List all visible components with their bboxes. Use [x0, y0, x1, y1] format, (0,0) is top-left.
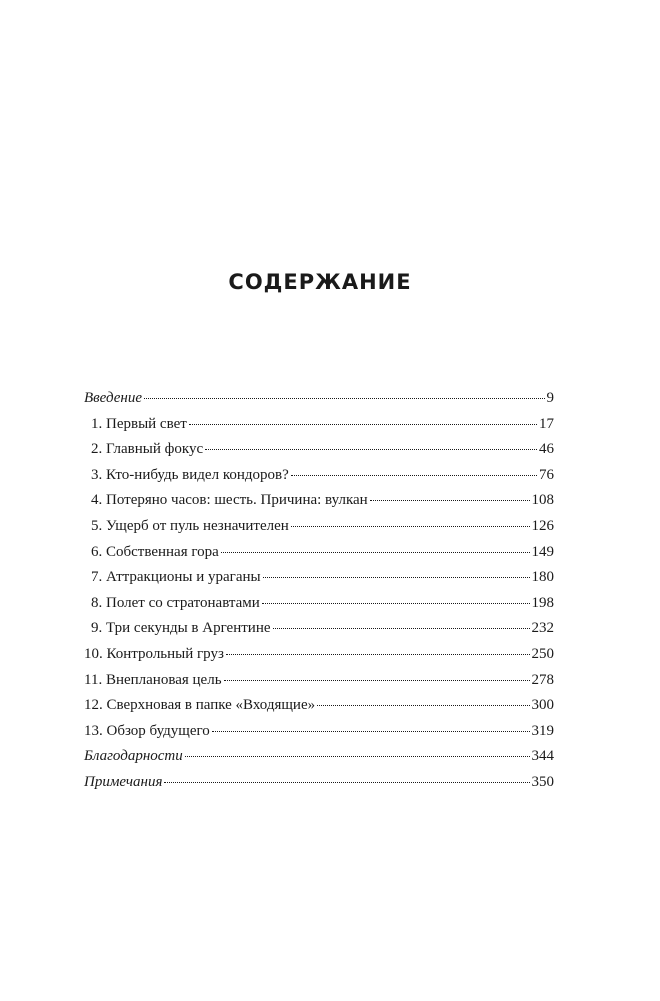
toc-entry-chapter-12[interactable]: [84, 693, 554, 719]
dot-leader: [164, 782, 529, 783]
toc-entry-chapter-3[interactable]: [84, 463, 554, 489]
dot-leader: [226, 654, 530, 655]
toc-entry-page: 9: [546, 390, 554, 406]
toc-entry-page: 180: [531, 569, 554, 586]
toc-entry-chapter-1[interactable]: [84, 412, 554, 438]
dot-leader: [205, 449, 537, 450]
toc-entry-page: 126: [531, 517, 554, 534]
dot-leader: [185, 756, 530, 757]
dot-leader: [317, 705, 529, 706]
toc-entry-chapter-11[interactable]: [84, 668, 554, 694]
dot-leader: [221, 552, 530, 553]
toc-entry-page: 278: [531, 671, 554, 688]
toc-entry-acknowledgements[interactable]: [84, 744, 554, 770]
toc-entry-label: 6. Собственная гора: [91, 543, 219, 560]
dot-leader: [291, 475, 537, 476]
toc-entry-label: 3. Кто-нибудь видел кондоров?: [91, 466, 289, 483]
page-title: СОДЕРЖАНИЕ: [228, 270, 412, 294]
toc-entry-page: 108: [531, 492, 554, 509]
dot-leader: [273, 628, 530, 629]
toc-entry-introduction[interactable]: [84, 386, 554, 412]
dot-leader: [144, 398, 545, 399]
toc-entry-page: 46: [539, 441, 554, 458]
toc-entry-chapter-4[interactable]: [84, 488, 554, 514]
toc-entry-label: 4. Потеряно часов: шесть. Причина: вулкан: [91, 492, 368, 509]
dot-leader: [189, 424, 537, 425]
toc-entry-label: 9. Три секунды в Аргентине: [91, 620, 271, 637]
dot-leader: [370, 500, 530, 501]
table-of-contents: [84, 386, 554, 796]
toc-entry-chapter-8[interactable]: [84, 591, 554, 617]
toc-entry-page: 17: [539, 415, 554, 432]
toc-entry-label: 2. Главный фокус: [91, 441, 204, 458]
toc-entry-page: 319: [531, 722, 554, 739]
toc-entry-label: 12. Сверхновая в папке «Входящие»: [84, 697, 316, 714]
toc-entry-page: 344: [531, 748, 554, 765]
toc-entry-chapter-5[interactable]: [84, 514, 554, 540]
toc-entry-notes[interactable]: [84, 770, 554, 796]
toc-entry-chapter-2[interactable]: [84, 437, 554, 463]
toc-entry-page: 198: [531, 594, 554, 611]
toc-entry-label: 8. Полет со стратонавтами: [91, 594, 260, 611]
toc-entry-label: 13. Обзор будущего: [84, 722, 210, 739]
toc-entry-page: 232: [531, 620, 554, 637]
dot-leader: [263, 577, 530, 578]
dot-leader: [291, 526, 530, 527]
toc-entry-chapter-10[interactable]: [84, 642, 554, 668]
dot-leader: [262, 603, 530, 604]
toc-entry-page: 76: [539, 466, 554, 483]
toc-entry-label: 10. Контрольный груз: [84, 645, 224, 662]
toc-entry-label: Примечания: [84, 773, 163, 790]
toc-entry-chapter-9[interactable]: [84, 616, 554, 642]
toc-entry-label: 1. Первый свет: [91, 415, 187, 432]
toc-entry-label: 11. Внеплановая цель: [84, 671, 222, 688]
toc-entry-label: 5. Ущерб от пуль незначителен: [91, 517, 289, 534]
toc-entry-page: 250: [531, 645, 554, 662]
dot-leader: [224, 680, 530, 681]
toc-entry-page: 350: [531, 773, 554, 790]
toc-entry-chapter-7[interactable]: [84, 565, 554, 591]
toc-entry-page: 149: [531, 543, 554, 560]
toc-entry-label: 7. Аттракционы и ураганы: [91, 569, 261, 586]
toc-entry-chapter-13[interactable]: [84, 719, 554, 745]
toc-entry-label: Введение: [84, 390, 142, 406]
toc-entry-page: 300: [531, 697, 554, 714]
dot-leader: [212, 731, 530, 732]
toc-entry-label: Благодарности: [84, 748, 183, 765]
toc-entry-chapter-6[interactable]: [84, 540, 554, 566]
